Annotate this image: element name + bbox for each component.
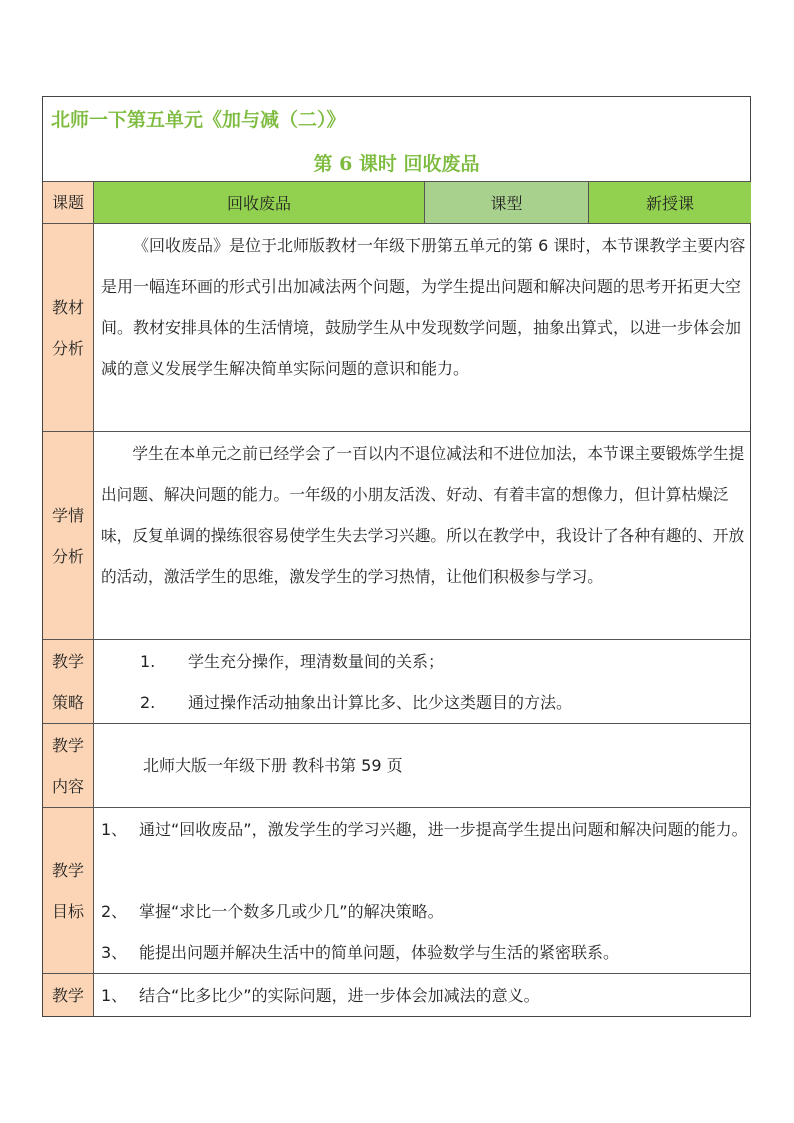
focus-item-text: 结合“比多比少”的实际问题，进一步体会加减法的意义。 bbox=[139, 986, 540, 1005]
goal-item bbox=[101, 891, 749, 932]
goal-item-text: 掌握“求比一个数多几或少几”的解决策略。 bbox=[139, 902, 444, 921]
strategy-item-text: 通过操作活动抽象出计算比多、比少这类题目的方法。 bbox=[188, 693, 573, 712]
goal-item-text: 通过“回收废品”，激发学生的学习兴趣，进一步提高学生提出问题和解决问题的能力。 bbox=[139, 820, 748, 839]
student-analysis-text: 学生在本单元之前已经学会了一百以内不退位减法和不进位加法，本节课主要锻炼学生提出问题、解决问题的能力。一年级的小朋友活泼、好动、有着丰富的想像力，但计算枯燥泛味，反复单调的操练很容易使学生失去学习兴趣。所以在教学中，我设计了各种有趣的、开放的活动，激活学生的思维，激发学生的学习热情，让他们积极参与学习。 bbox=[101, 444, 745, 586]
topic-label: 课题 bbox=[51, 193, 84, 212]
strategy-item-number: 1. bbox=[140, 652, 156, 671]
student-analysis-label: 学情 bbox=[51, 505, 84, 525]
divider bbox=[43, 431, 750, 432]
goal-item-number: 1、 bbox=[101, 820, 128, 839]
teaching-content-label-cell bbox=[43, 724, 93, 807]
focus-item bbox=[101, 975, 749, 1016]
divider bbox=[43, 639, 750, 640]
type-value: 新授课 bbox=[645, 194, 694, 213]
strategy-item-number: 2. bbox=[140, 693, 156, 712]
focus-item-number: 1、 bbox=[101, 986, 128, 1005]
divider bbox=[43, 223, 750, 224]
teaching-content-label: 内容 bbox=[51, 776, 84, 796]
divider bbox=[424, 182, 425, 223]
divider bbox=[93, 182, 94, 1017]
teaching-content-label: 教学 bbox=[51, 735, 84, 755]
student-analysis-label: 分析 bbox=[51, 546, 84, 566]
divider bbox=[43, 807, 750, 808]
lesson-title: 第 6 课时 回收废品 bbox=[313, 153, 480, 175]
student-analysis-label-cell bbox=[43, 432, 93, 639]
lesson-plan-table bbox=[42, 96, 751, 1017]
teaching-focus-label: 教学 bbox=[51, 985, 84, 1005]
goal-item bbox=[101, 932, 749, 973]
goal-item bbox=[101, 809, 749, 850]
divider bbox=[43, 973, 750, 974]
textbook-analysis-text: 《回收废品》是位于北师版教材一年级下册第五单元的第 6 课时，本节课教学主要内容是用一幅连环画的形式引出加减法两个问题，为学生提出问题和解决问题的思考开拓更大空间。教材安排具体的生活情境，鼓励学生从中发现数学问题，抽象出算式，以进一步体会加减的意义发展学生解决简单实际问题的意识和能力。 bbox=[101, 236, 746, 378]
teaching-content-text: 北师大版一年级下册 教科书第 59 页 bbox=[143, 756, 403, 775]
teaching-focus-label-cell bbox=[43, 974, 93, 1016]
topic-value: 回收废品 bbox=[226, 194, 291, 213]
type-value-cell bbox=[589, 182, 751, 223]
goal-item-number: 2、 bbox=[101, 902, 128, 921]
divider bbox=[43, 723, 750, 724]
unit-title: 北师一下第五单元《加与减（二）》 bbox=[51, 109, 346, 131]
teaching-goals-label: 教学 bbox=[51, 860, 84, 880]
strategy-item bbox=[140, 682, 740, 723]
goal-item-text: 能提出问题并解决生活中的简单问题，体验数学与生活的紧密联系。 bbox=[139, 943, 620, 962]
goal-item-number: 3、 bbox=[101, 943, 128, 962]
strategy-item bbox=[140, 641, 740, 682]
divider bbox=[588, 182, 589, 223]
teaching-goals-label-cell bbox=[43, 808, 93, 973]
textbook-analysis-label-cell bbox=[43, 224, 93, 431]
type-label-cell bbox=[425, 182, 588, 223]
teaching-goals-label: 目标 bbox=[51, 901, 84, 921]
topic-label-cell bbox=[43, 182, 93, 223]
textbook-analysis-label: 分析 bbox=[51, 338, 84, 358]
textbook-analysis-label: 教材 bbox=[51, 297, 84, 317]
teaching-strategy-label-cell bbox=[43, 640, 93, 723]
topic-value-cell bbox=[94, 182, 424, 223]
teaching-strategy-label: 教学 bbox=[51, 651, 84, 671]
teaching-strategy-label: 策略 bbox=[51, 692, 84, 712]
strategy-item-text: 学生充分操作，理清数量间的关系； bbox=[188, 652, 445, 671]
type-label: 课型 bbox=[490, 194, 523, 213]
